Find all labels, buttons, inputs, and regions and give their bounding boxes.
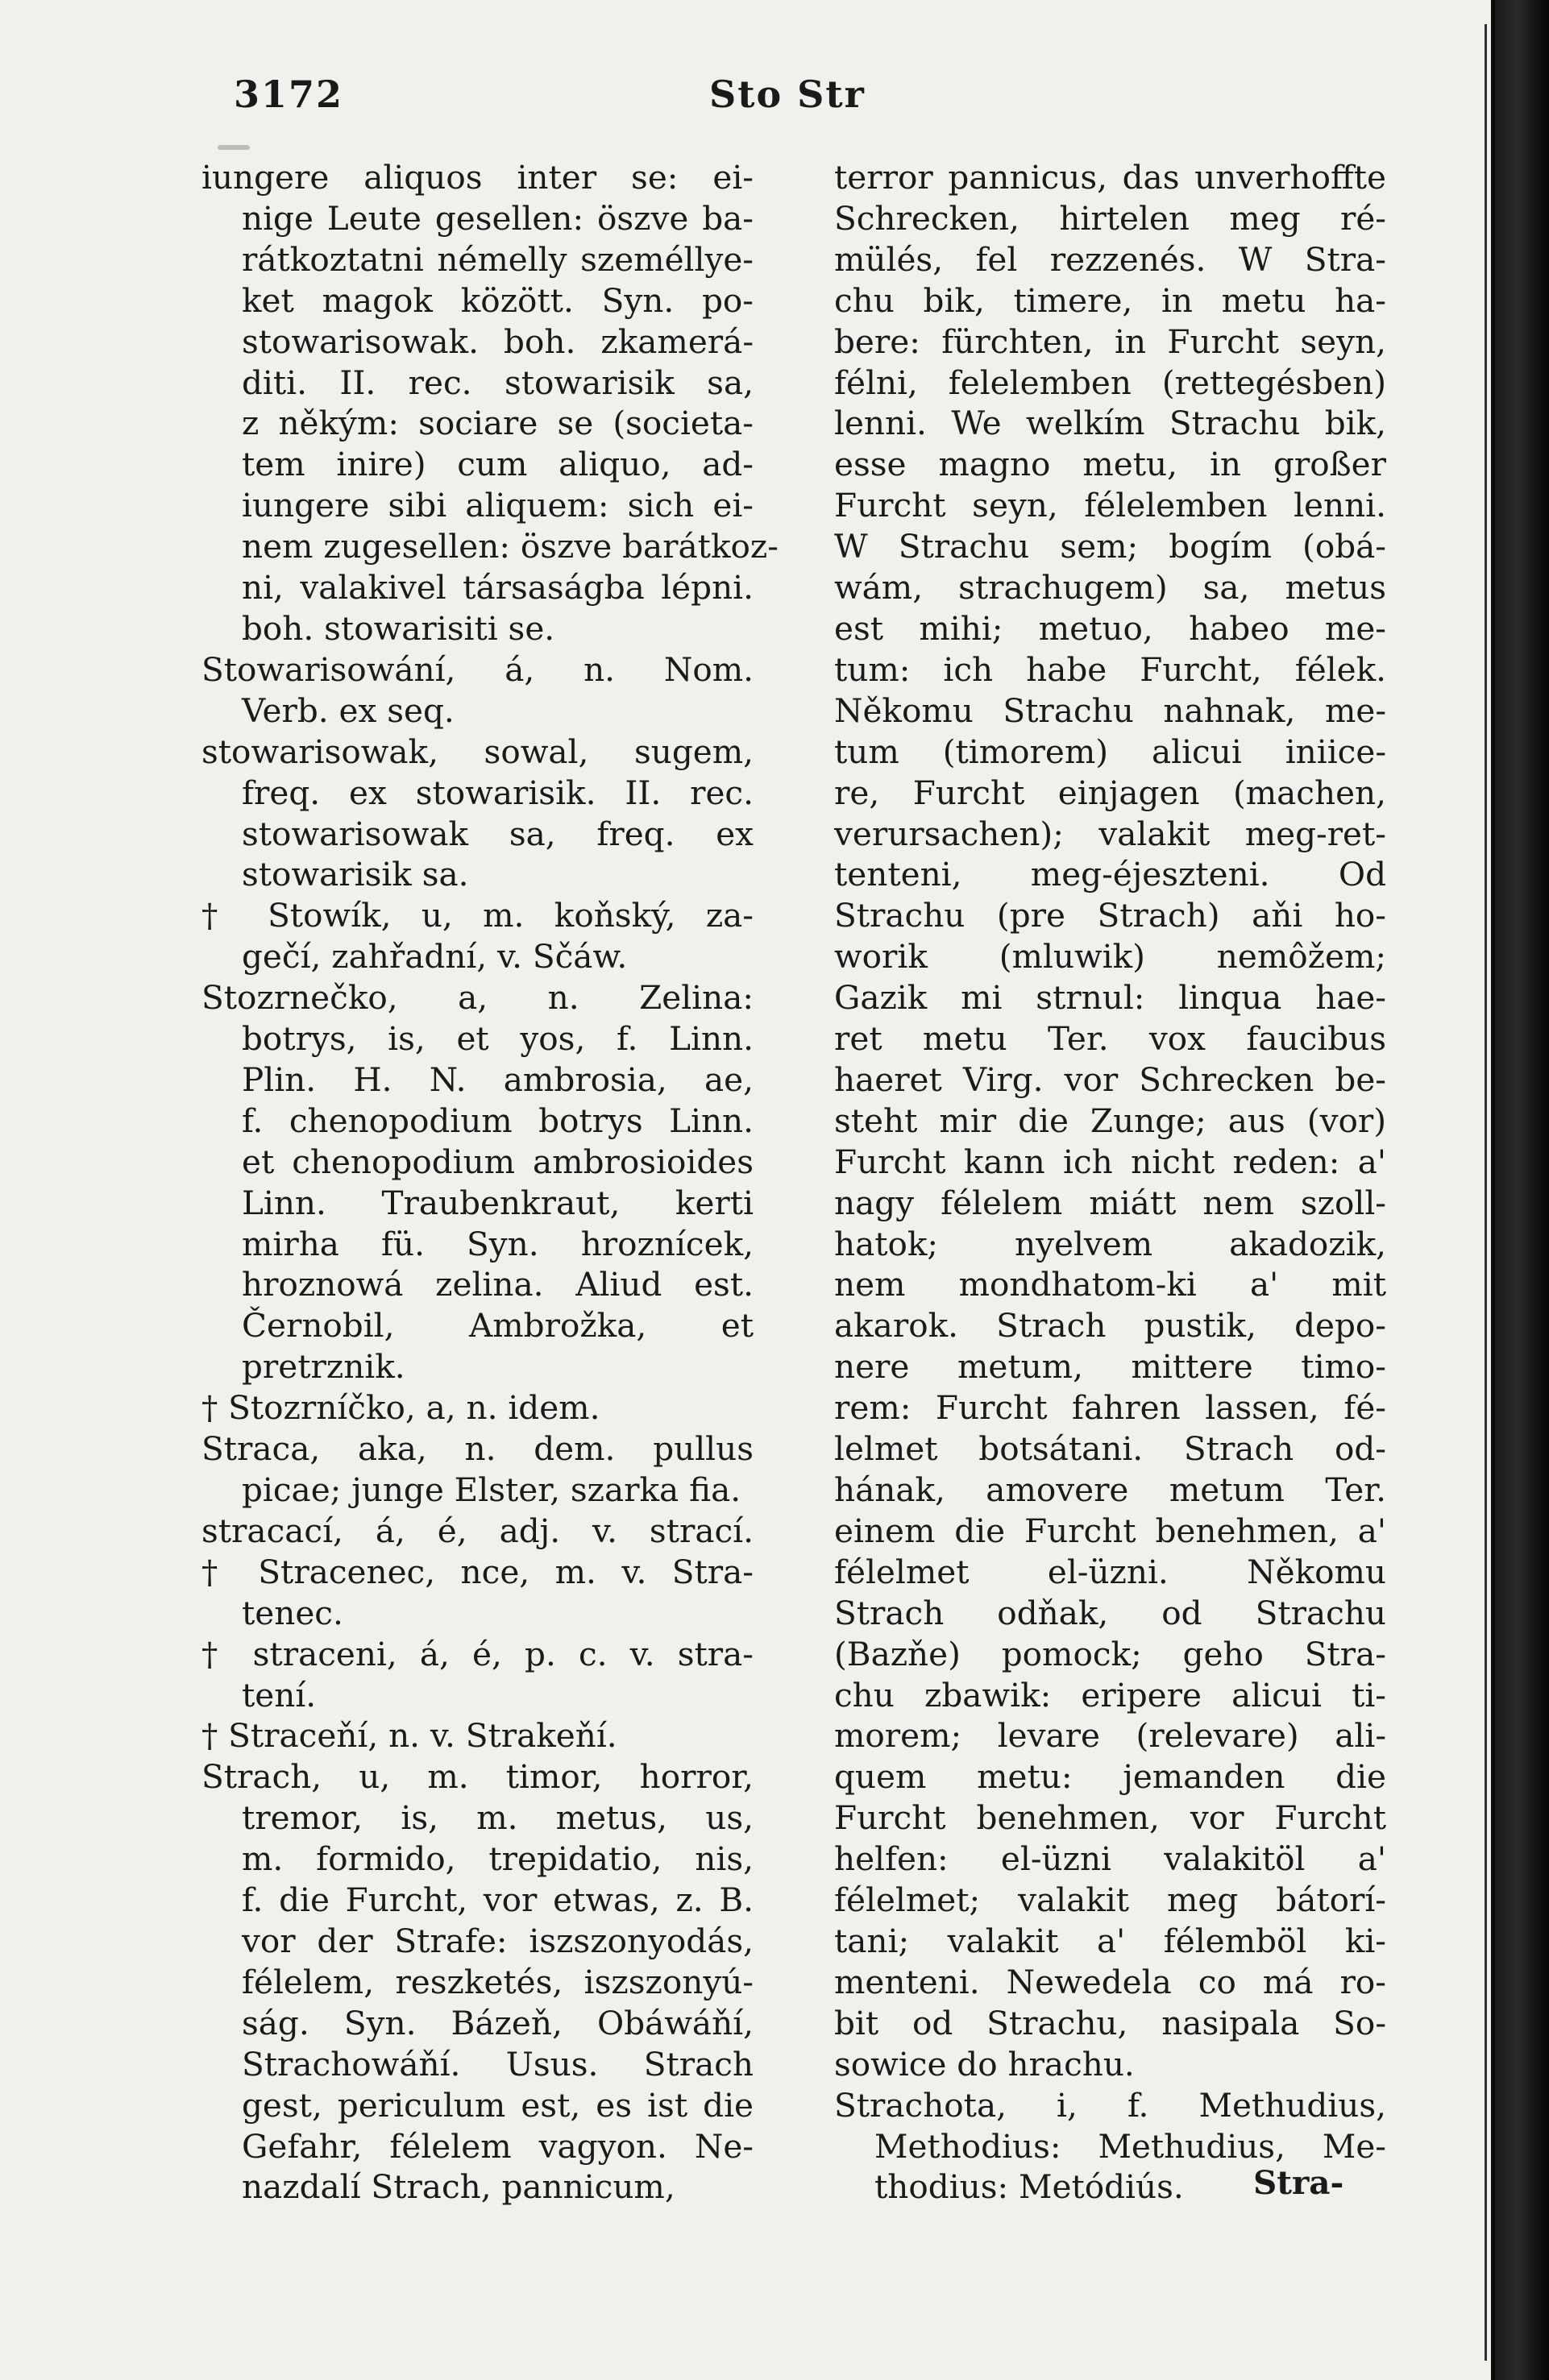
text-line: ket magok között. Syn. po- [242,280,754,320]
text-line: mirha fü. Syn. hroznícek, [242,1224,754,1263]
text-line: wám, strachugem) sa, metus [834,568,1386,607]
text-line: Furcht kann ich nicht reden: a' [834,1142,1386,1181]
text-line: steht mir die Zunge; aus (vor) [834,1101,1386,1140]
text-line: nem mondhatom-ki a' mit [834,1265,1386,1304]
text-line: haeret Virg. vor Schrecken be- [834,1059,1386,1099]
text-line: iungere aliquos inter se: ei- [201,158,754,197]
text-line: félelmet el-üzni. Někomu [834,1552,1386,1591]
text-line: ság. Syn. Bázeň, Obáwáňí, [242,2003,754,2042]
text-line: nagy félelem miátt nem szoll- [834,1183,1386,1222]
text-line: rátkoztatni némelly személlye- [242,239,754,279]
text-line: stowarisowak. boh. zkamerá- [242,321,754,361]
left-column [201,157,779,2208]
text-line: chu bik, timere, in metu ha- [834,280,1386,320]
page-edge-rule [1485,24,1487,2361]
text-line: tenteni, meg-éjeszteni. Od [834,855,1386,894]
text-line: thodius: Metódiús. [874,2167,1184,2207]
text-line: hatok; nyelvem akadozik, [834,1224,1386,1263]
text-line: lelmet botsátani. Strach od- [834,1429,1386,1469]
text-line: pretrznik. [242,1347,405,1387]
text-line: tenec. [242,1593,343,1632]
ink-smudge [218,145,250,150]
text-line: einem die Furcht benehmen, a' [834,1511,1386,1550]
text-line: Verb. ex seq. [242,690,455,730]
text-line: tem inire) cum aliquo, ad- [242,445,754,484]
text-line: † straceni, á, é, p. c. v. stra- [201,1634,754,1673]
text-line: Schrecken, hirtelen meg ré- [834,198,1386,238]
text-line: et chenopodium ambrosioides [242,1142,754,1181]
text-line: akarok. Strach pustik, depo- [834,1306,1386,1345]
text-line: hának, amovere metum Ter. [834,1470,1386,1509]
text-line: mülés, fel rezzenés. W Stra- [834,239,1386,279]
text-line: félelem, reszketés, iszszonyú- [242,1962,754,2001]
text-line: Gazik mi strnul: linqua hae- [834,978,1386,1018]
text-line: stowarisowak sa, freq. ex [242,814,754,853]
text-line: gest, periculum est, es ist die [242,2085,754,2125]
text-line: tani; valakit a' félemböl ki- [834,1921,1386,1960]
text-line: Někomu Strachu nahnak, me- [834,690,1386,730]
text-line: félni, felelemben (rettegésben) [834,363,1386,402]
text-line: quem metu: jemanden die [834,1757,1386,1797]
text-line: Furcht benehmen, vor Furcht [834,1798,1386,1838]
text-line: sowice do hrachu. [834,2044,1135,2084]
text-line: Furcht seyn, félelemben lenni. [834,486,1386,525]
text-line: tení. [242,1675,317,1715]
text-line: esse magno metu, in großer [834,445,1386,484]
text-line: bit od Strachu, nasipala So- [834,2003,1386,2042]
text-line: nige Leute gesellen: öszve ba- [242,198,754,238]
text-line: tum (timorem) alicui iniice- [834,732,1386,771]
catchword: Stra- [1253,2163,1344,2202]
text-line: diti. II. rec. stowarisik sa, [242,363,754,402]
text-line: Stowarisowání, á, n. Nom. [201,649,754,689]
text-line: f. chenopodium botrys Linn. [242,1101,754,1140]
text-line: terror pannicus, das unverhoffte [834,158,1386,197]
text-line: bere: fürchten, in Furcht seyn, [834,321,1386,361]
text-line: † Stracenec, nce, m. v. Stra- [201,1552,754,1591]
text-line: nere metum, mittere timo- [834,1347,1386,1387]
text-line: gečí, zahřadní, v. Sčáw. [242,937,628,976]
text-line: freq. ex stowarisik. II. rec. [242,773,754,812]
text-line: tum: ich habe Furcht, félek. [834,649,1386,689]
text-line: ret metu Ter. vox faucibus [834,1019,1386,1059]
text-line: helfen: el-üzni valakitöl a' [834,1839,1386,1879]
text-line: Methodius: Methudius, Me- [874,2126,1386,2166]
text-line: (Bazňe) pomock; geho Stra- [834,1634,1386,1673]
text-line: f. die Furcht, vor etwas, z. B. [242,1880,754,1920]
text-line: lenni. We welkím Strachu bik, [834,404,1386,443]
text-line: stowarisik sa. [242,855,469,894]
text-line: vor der Strafe: iszszonyodás, [242,1921,754,1960]
text-line: Plin. H. N. ambrosia, ae, [242,1059,754,1099]
text-line: z někým: sociare se (societa- [242,404,754,443]
text-line: nazdalí Strach, pannicum, [242,2167,675,2207]
text-line: Gefahr, félelem vagyon. Ne- [242,2126,754,2166]
text-line: nem zugesellen: öszve barátkoz- [242,527,779,566]
text-line: boh. stowarisiti se. [242,608,555,648]
page-number: 3172 [234,73,344,116]
text-line: Strachota, i, f. Methudius, [834,2085,1386,2125]
text-line: † Stowík, u, m. koňský, za- [201,896,754,935]
text-line: rem: Furcht fahren lassen, fé- [834,1388,1386,1428]
text-line: verursachen); valakit meg-ret- [834,814,1386,853]
text-line: Strachowáňí. Usus. Strach [242,2044,754,2084]
text-line: † Stozrníčko, a, n. idem. [201,1388,600,1428]
text-line: Strachu (pre Strach) aňi ho- [834,896,1386,935]
text-line: est mihi; metuo, habeo me- [834,608,1386,648]
text-line: re, Furcht einjagen (machen, [834,773,1386,812]
text-line: Černobil, Ambrožka, et [242,1306,754,1345]
text-line: tremor, is, m. metus, us, [242,1798,754,1838]
text-line: botrys, is, et yos, f. Linn. [242,1019,754,1059]
text-line: Stozrnečko, a, n. Zelina: [201,978,754,1018]
text-line: ni, valakivel társaságba lépni. [242,568,754,607]
text-line: picae; junge Elster, szarka fia. [242,1470,741,1509]
text-line: morem; levare (relevare) ali- [834,1716,1386,1756]
binding-edge [1495,0,1549,2380]
text-line: stracací, á, é, adj. v. strací. [201,1511,754,1550]
text-line: chu zbawik: eripere alicui ti- [834,1675,1386,1715]
text-line: Linn. Traubenkraut, kerti [242,1183,754,1222]
text-line: Straca, aka, n. dem. pullus [201,1429,754,1469]
text-line: iungere sibi aliquem: sich ei- [242,486,754,525]
text-line: menteni. Newedela co má ro- [834,1962,1386,2001]
text-line: W Strachu sem; bogím (obá- [834,527,1386,566]
text-line: Strach odňak, od Strachu [834,1593,1386,1632]
text-line: worik (mluwik) nemôžem; [834,937,1386,976]
text-line: félelmet; valakit meg bátorí- [834,1880,1386,1920]
text-line: † Straceňí, n. v. Strakeňí. [201,1716,617,1756]
page-header [193,64,1362,129]
text-line: hroznowá zelina. Aliud est. [242,1265,754,1304]
right-column [834,157,1386,2208]
text-line: Strach, u, m. timor, horror, [201,1757,754,1797]
running-head: Sto Str [709,73,866,116]
text-line: m. formido, trepidatio, nis, [242,1839,754,1879]
text-line: stowarisowak, sowal, sugem, [201,732,754,771]
